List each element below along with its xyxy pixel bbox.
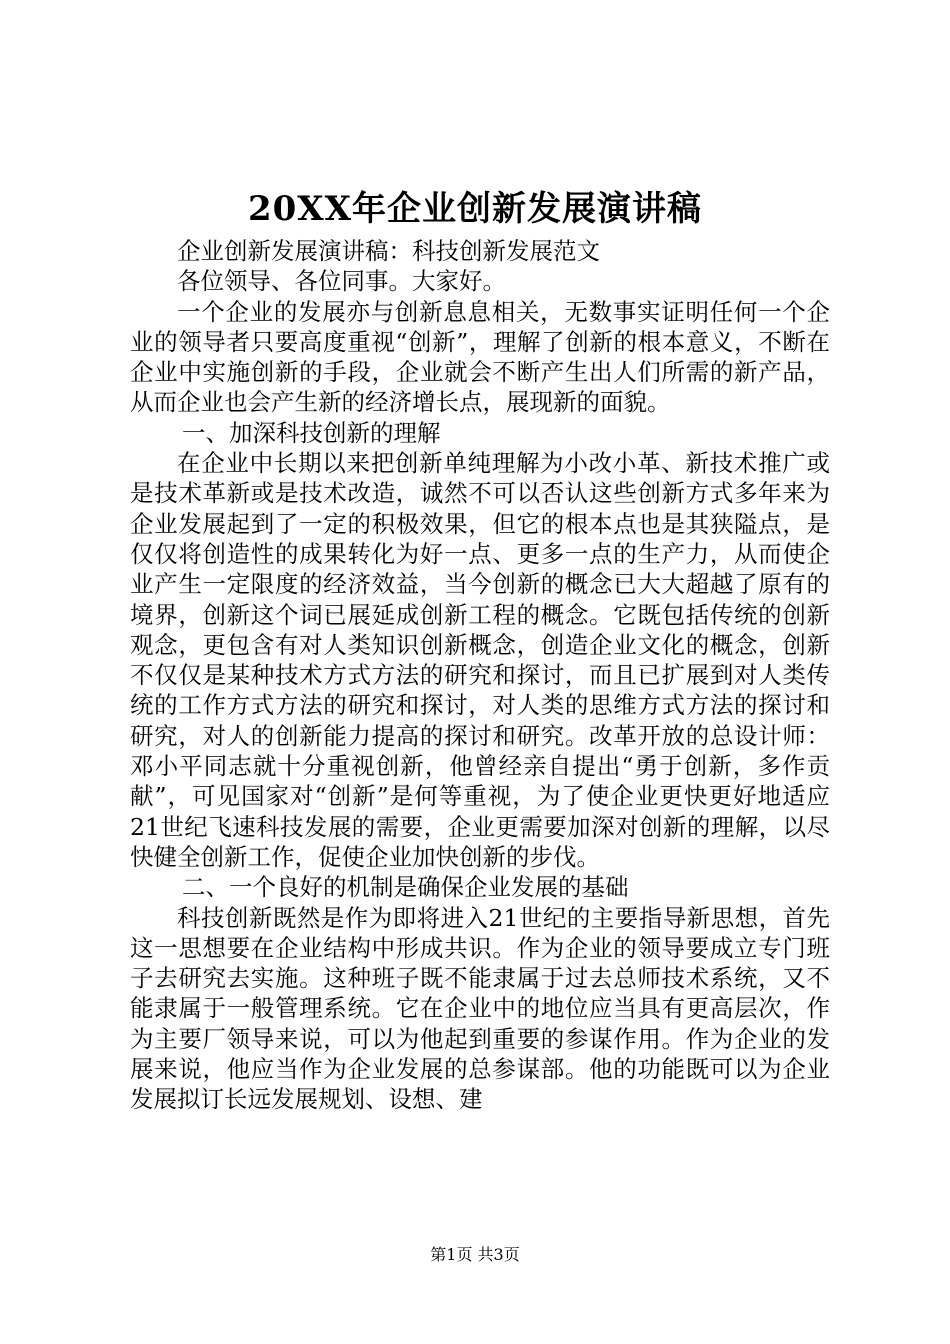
section-heading-2: 二、一个良好的机制是确保企业发展的基础 — [182, 873, 629, 902]
document-title: 20XX年企业创新发展演讲稿 — [247, 189, 703, 229]
paragraph-intro: 一个企业的发展亦与创新息息相关，无数事实证明任何一个企业的领导者只要高度重视“创新”，理解了创新的根本意义，不断在企业中实施创新的手段，企业就会不断产生出人们所需的新产品，从而企业也会产生新的经济增长点，展现新的面貌。 — [130, 297, 830, 417]
paragraph-section-2: 科技创新既然是作为即将进入21世纪的主要指导新思想，首先这一思想要在企业结构中形成共识。作为企业的领导要成立专门班子去研究去实施。这种班子既不能隶属于过去总师技术系统，又不能隶属于一般管理系统。它在企业中的地位应当具有更高层次，作为主要厂领导来说，可以为他起到重要的参谋作用。作为企业的发展来说，他应当作为企业发展的总参谋部。他的功能既可以为企业发展拟订长远发展规划、设想、建 — [130, 903, 830, 1114]
document-subtitle: 企业创新发展演讲稿：科技创新发展范文 — [177, 237, 600, 265]
page-number-footer: 第1页 共3页 — [430, 1245, 520, 1264]
paragraph-section-1: 在企业中长期以来把创新单纯理解为小改小革、新技术推广或是技术革新或是技术改造，诚然不可以否认这些创新方式多年来为企业发展起到了一定的积极效果，但它的根本点也是其狭隘点，是仅仅将创造性的成果转化为好一点、更多一点的生产力，从而使企业产生一定限度的经济效益，当今创新的概念已大大超越了原有的境界，创新这个词已展延成创新工程的概念。它既包括传统的创新观念，更包含有对人类知识创新概念，创造企业文化的概念，创新不仅仅是某种技术方式方法的研究和探讨，而且已扩展到对人类传统的工作方式方法的研究和探讨，对人类的思维方式方法的探讨和研究，对人的创新能力提高的探讨和研究。改革开放的总设计师：邓小平同志就十分重视创新，他曾经亲自提出“勇于创新，多作贡献”，可见国家对“创新”是何等重视，为了使企业更快更好地适应21世纪飞速科技发展的需要，企业更需要加深对创新的理解，以尽快健全创新工作，促使企业加快创新的步伐。 — [130, 449, 830, 871]
greeting: 各位领导、各位同事。大家好。 — [177, 267, 506, 296]
document-body — [130, 236, 830, 1115]
section-heading-1: 一、加深科技创新的理解 — [182, 418, 441, 447]
